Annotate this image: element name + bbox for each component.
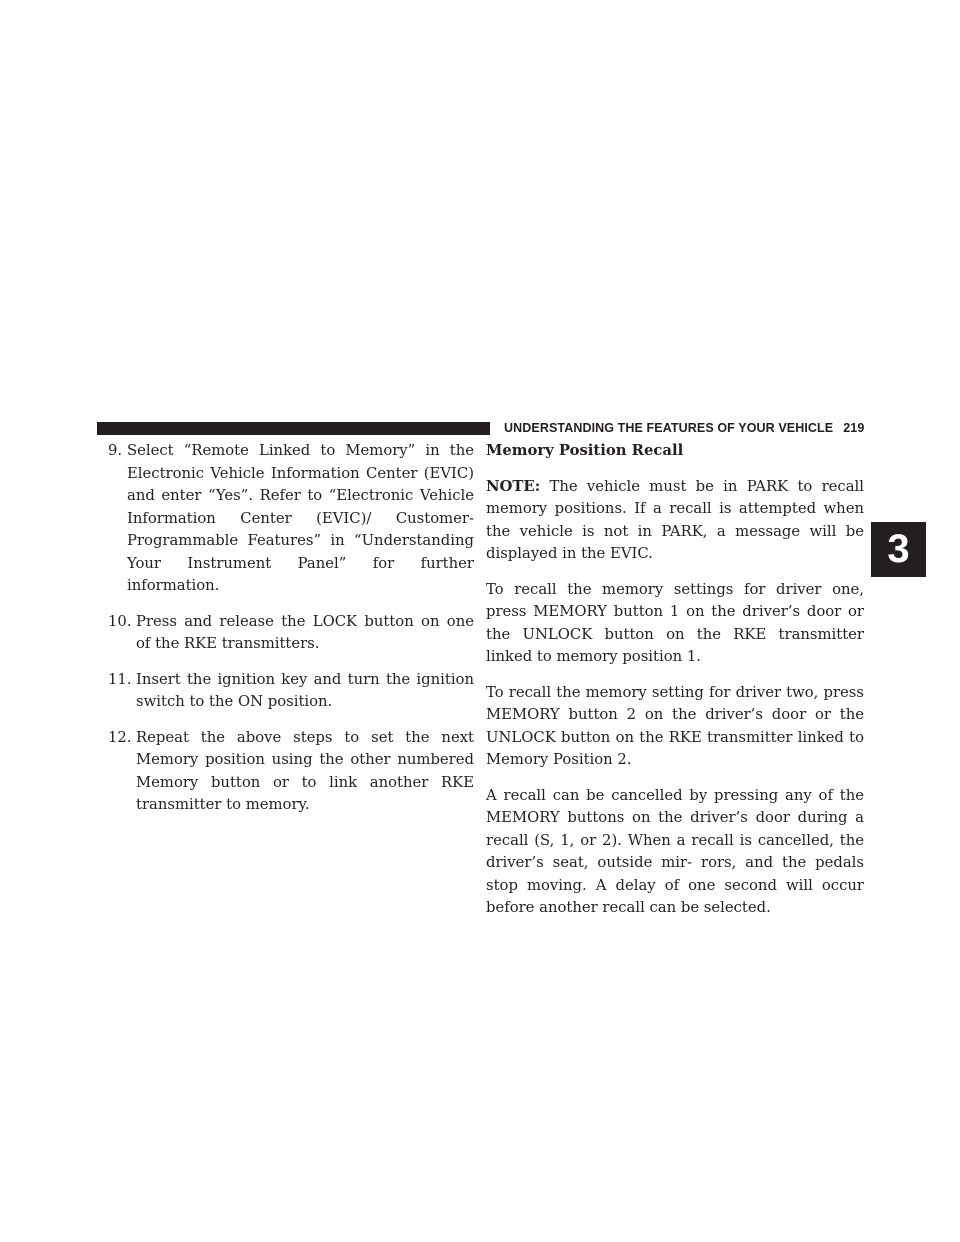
body-paragraph: To recall the memory setting for driver two, press MEMORY button 2 on the driver’s door or the UNLOCK button on the RKE transmitter linked to Memory Position 2. (486, 683, 864, 768)
step-number: 9. (108, 442, 123, 459)
header-rule (97, 422, 490, 435)
step-item (108, 440, 474, 598)
body-paragraph: A recall can be cancelled by pressing any of the MEMORY buttons on the driver’s door during a recall (S, 1, or 2). When a recall is cancelled, the driver’s seat, outside mir- rors, and the pedals stop moving. A delay of one second will occur before another recall can be selected. (486, 786, 864, 916)
right-column (486, 440, 864, 933)
step-number: 10. (108, 612, 132, 630)
step-text: Repeat the above steps to set the next Memory position using the other numbered Memory button or to link another RKE transmitter to memory. (136, 728, 474, 813)
step-item (108, 669, 474, 714)
step-text: Insert the ignition key and turn the ignition switch to the ON position. (136, 670, 474, 710)
step-item (108, 611, 474, 656)
body-paragraph: To recall the memory settings for driver one, press MEMORY button 1 on the driver’s door or the UNLOCK button on the RKE transmitter linked to memory position 1. (486, 580, 864, 665)
note-paragraph (486, 476, 864, 566)
step-number: 12. (108, 728, 132, 746)
section-title: UNDERSTANDING THE FEATURES OF YOUR VEHICLE (504, 421, 834, 435)
step-text: Select “Remote Linked to Memory” in the Electronic Vehicle Information Center (EVIC) and enter “Yes”. Refer to “Electronic Vehicle Information Center (EVIC)/ Customer-Programmable Features” in “Understanding Your Instrument Panel” for further information. (127, 442, 474, 594)
running-header (504, 419, 864, 437)
section-heading: Memory Position Recall (486, 442, 684, 459)
step-number: 11. (108, 670, 132, 688)
note-label: NOTE: (486, 477, 541, 495)
left-column (108, 440, 474, 830)
step-item (108, 727, 474, 817)
page-number: 219 (843, 421, 865, 435)
chapter-tab: 3 (871, 522, 926, 577)
step-text: Press and release the LOCK button on one of the RKE transmitters. (136, 612, 474, 652)
note-text: The vehicle must be in PARK to recall memory positions. If a recall is attempted when the vehicle is not in PARK, a message will be displayed in the EVIC. (486, 477, 864, 562)
